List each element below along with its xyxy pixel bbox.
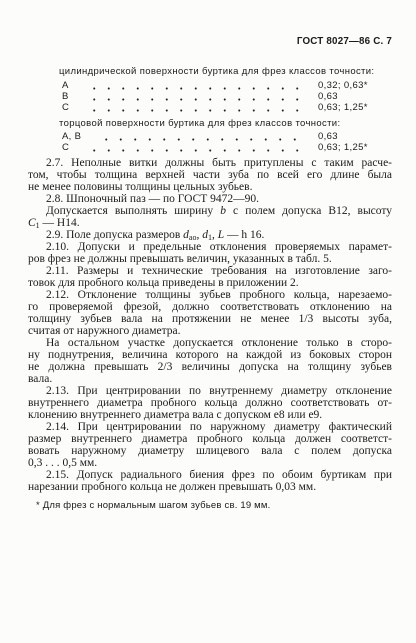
text-segment: — h 16. [224,229,265,241]
dot-leader [87,143,304,153]
clause-2-12-remainder [28,337,392,385]
face-surface-heading: торцовой поверхности буртика для фрез классов точности: [59,118,341,129]
clause-line: 2.11. Размеры и технические требования на изготовление заго- [46,265,392,277]
text-segment: — H14. [39,217,80,229]
tolerance-value: 0,63 [318,91,338,102]
dot-leader [87,92,304,102]
face-row-class-c [62,143,392,153]
subscript: 1 [35,221,40,230]
tolerance-value: 0,63; 1,25* [318,102,368,113]
clause-line: товок для пробного кольца приведены в приложении 2. [28,277,299,289]
tolerance-value: 0,32; 0,63* [318,80,368,91]
clause-line: вовать наружному диаметру шлицевого вала с полем допуска [28,445,392,457]
clause-line: 2.7. Неполные витки должны быть притуплены с таким расче- [46,157,392,169]
clause-line: толщину зубьев вала на протяжении не менее 1/3 высоты зуба, [28,313,392,325]
clause-2-10 [28,241,392,265]
text-segment: с полем допуска B12, высоту [225,205,393,217]
clause-2-14 [28,421,392,469]
clause-line: клонению внутреннего диаметра вала с допуском е8 или е9. [28,409,323,421]
clause-line: 2.14. При центрировании по наружному диаметру фактический [46,421,392,433]
text-segment: 2.9. Поле допуска размеров [46,229,184,241]
accuracy-class-label: С [62,102,70,113]
clause-line: ров фрез не должны превышать величин, указанных в табл. 5. [28,253,332,265]
clause-line: размер внутреннего диаметра пробного кольца должен соответст- [28,433,392,445]
clause-2-9 [28,229,392,241]
clause-2-8 [28,193,392,205]
cylindrical-row-class-c [62,103,392,113]
footnote: * Для фрез с нормальным шагом зубьев св. 19 мм. [36,500,271,511]
clause-line: не менее половины толщины цельных зубьев. [28,181,253,193]
clause-2-15 [28,469,392,493]
tolerance-value: 0,63; 1,25* [318,142,368,153]
cylindrical-row-class-a [62,81,392,91]
clause-2-12 [28,289,392,337]
clause-2-8-keyway-note [28,205,392,229]
accuracy-class-label: А [62,80,69,91]
subscript: 1 [207,233,212,242]
dot-leader [87,81,304,91]
text-segment: Допускается выполнять ширину [46,205,221,217]
clause-line [28,205,392,217]
accuracy-class-label: А, В [62,131,82,142]
document-body [28,157,392,493]
clause-line: внутреннего диаметра пробного кольца должно соответствовать от- [28,397,392,409]
page-header-standard-number: ГОСТ 8027—86 С. 7 [296,36,392,47]
clause-line: 2.12. Отклонение толщины зубьев пробного кольца, нарезаемо- [46,289,392,301]
clause-line: нарезании пробного кольца не должен превышать 0,03 мм. [28,481,317,493]
clause-line: 0,3 . . . 0,5 мм. [28,457,98,469]
clause-line: 2.10. Допуски и предельные отклонения проверяемых парамет- [46,241,392,253]
clause-line: считая от наружного диаметра. [28,325,181,337]
tolerance-value: 0,63 [318,131,338,142]
length-symbol: L [217,229,225,241]
clause-line: том, чтобы толщина верхней части зуба по всей его длине была [28,169,392,181]
subscript: ao [188,233,197,242]
cylindrical-surface-heading: цилиндрической поверхности буртика для фрез классов точности: [59,66,375,77]
clause-2-11 [28,265,392,289]
text-segment: , [196,229,203,241]
clause-2-13 [28,385,392,421]
clause-line [28,217,392,229]
clause-2-7 [28,157,392,193]
cylindrical-row-class-b [62,92,392,102]
clause-line: вала. [28,373,53,385]
face-row-class-ab [62,132,392,142]
text-segment: , [211,229,218,241]
diameter-symbol: d [183,229,189,241]
accuracy-class-label: С [62,142,70,153]
width-symbol: b [220,205,226,217]
clause-line: ну поднутрения, величина которого на каждой из боковых сторон [28,349,392,361]
clause-line: 2.13. При центрировании по внутреннему диаметру отклонение [46,385,392,397]
dot-leader [99,132,304,142]
clause-line: го проверяемой фрезой, должно соответствовать отклонению на [28,301,392,313]
dot-leader [87,103,304,113]
clause-line: 2.15. Допуск радиального биения фрез по обоим буртикам при [46,469,392,481]
height-symbol: C [28,217,36,229]
diameter-symbol: d [202,229,208,241]
clause-line: На остальном участке допускается отклонение только в сторо- [46,337,392,349]
clause-line [28,229,392,241]
clause-line: 2.8. Шпоночный паз — по ГОСТ 9472—90. [46,193,260,205]
accuracy-class-label: В [62,91,69,102]
clause-line: не должна превышать 2/3 величины допуска на толщину зубьев [28,361,392,373]
